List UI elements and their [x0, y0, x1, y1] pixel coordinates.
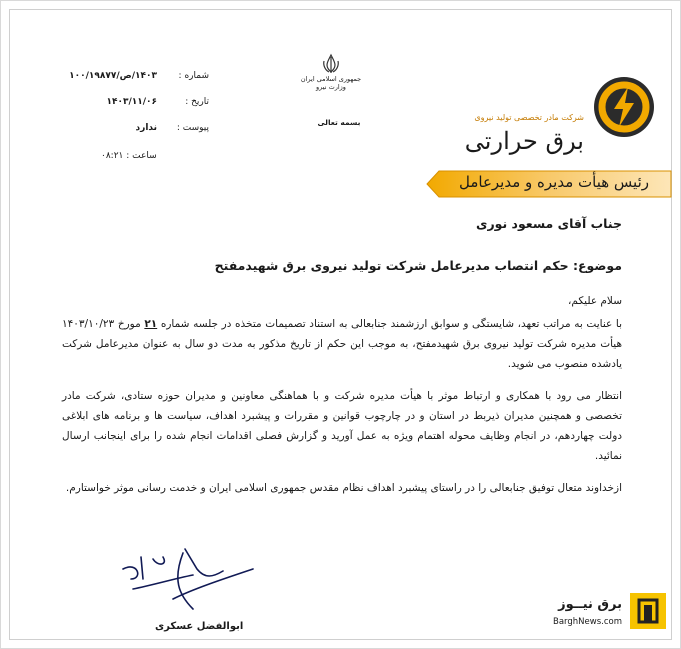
- letter-body: [62, 291, 622, 510]
- number-value: ۱۴۰۳/ص/۱۰۰/۱۹۸۷۷: [69, 71, 157, 81]
- paragraph-1-end: مورخ ۱۴۰۳/۱۰/۲۳ هیأت مدیره شرکت تولید نیروی برق شهیدمفتح، به موجب این حکم از تاریخ مذکور به مدت دو سال به عنوان مدیرعامل شرکت یادشده منصوب می شوید.: [62, 318, 622, 370]
- paragraph-3: ازخداوند متعال توفیق جنابعالی را در راستای پیشبرد اهداف نظام مقدس جمهوری اسلامی ایران و خدمت رسانی موثر خواستارم.: [65, 482, 622, 494]
- signer-name: ابوالفضل عسکری: [155, 621, 244, 632]
- company-logo: [406, 67, 656, 177]
- attachment-value: ندارد: [135, 123, 157, 133]
- emblem-icon: [320, 53, 342, 75]
- company-name: برق حرارتی: [464, 127, 584, 155]
- time-stamp: ساعت : ۰۸:۲۱: [101, 151, 157, 161]
- number-label: شماره :: [178, 71, 209, 81]
- session-number: ۲۱: [144, 318, 158, 330]
- meta-number-row: [69, 71, 209, 97]
- company-subtitle: شرکت مادر تخصصی تولید نیروی: [474, 113, 584, 122]
- company-logo-icon: [592, 75, 656, 139]
- attachment-label: پیوست :: [176, 123, 209, 133]
- basmala: بسمه تعالی: [317, 118, 361, 127]
- news-watermark: [542, 593, 666, 639]
- meta-attachment-row: [99, 123, 209, 149]
- emblem-ministry: وزارت نیرو: [316, 83, 346, 91]
- paragraph-1-start: با عنایت به مراتب تعهد، شایستگی و سوابق ارزشمند جنابعالی به استناد تصمیمات متخذه در جلسه شماره: [157, 318, 622, 330]
- handwritten-signature: [113, 539, 263, 619]
- news-url: BarghNews.com: [553, 617, 622, 627]
- greeting: سلام علیکم،: [568, 295, 622, 307]
- news-logo-icon: [630, 593, 666, 629]
- banner-title: رئیس هیأت مدیره و مدیرعامل: [458, 173, 649, 191]
- meta-date-row: [99, 97, 209, 123]
- paragraph-2: انتظار می رود با همکاری و ارتباط موثر با هیأت مدیره شرکت و با هماهنگی معاونین و مدیران حوزه ستادی، شرکت مادر تخصصی و همچنین مدیران ذیربط در استان و در چارچوب قوانین و مقررات و پیشبرد اهداف، سیاست ها و برنامه های ابلاغی دولت چهاردهم، در انجام وظایف محوله اهتمام ویژه به عمل آورید و گزارش فصلی اقدامات انجام شده را برای اینجانب ارسال نمائید.: [62, 390, 622, 462]
- date-label: تاریخ :: [185, 97, 209, 107]
- news-title: برق نیــوز: [558, 597, 622, 612]
- date-value: ۱۴۰۳/۱۱/۰۶: [106, 97, 157, 107]
- letter-meta: [69, 71, 209, 149]
- paragraph-1: [62, 314, 622, 374]
- title-banner: [425, 169, 673, 199]
- subject: موضوع: حکم انتصاب مدیرعامل شرکت تولید نیروی برق شهیدمفتح: [214, 258, 622, 273]
- recipient: جناب آقای مسعود نوری: [476, 216, 622, 231]
- emblem-country: جمهوری اسلامی ایران: [300, 75, 362, 83]
